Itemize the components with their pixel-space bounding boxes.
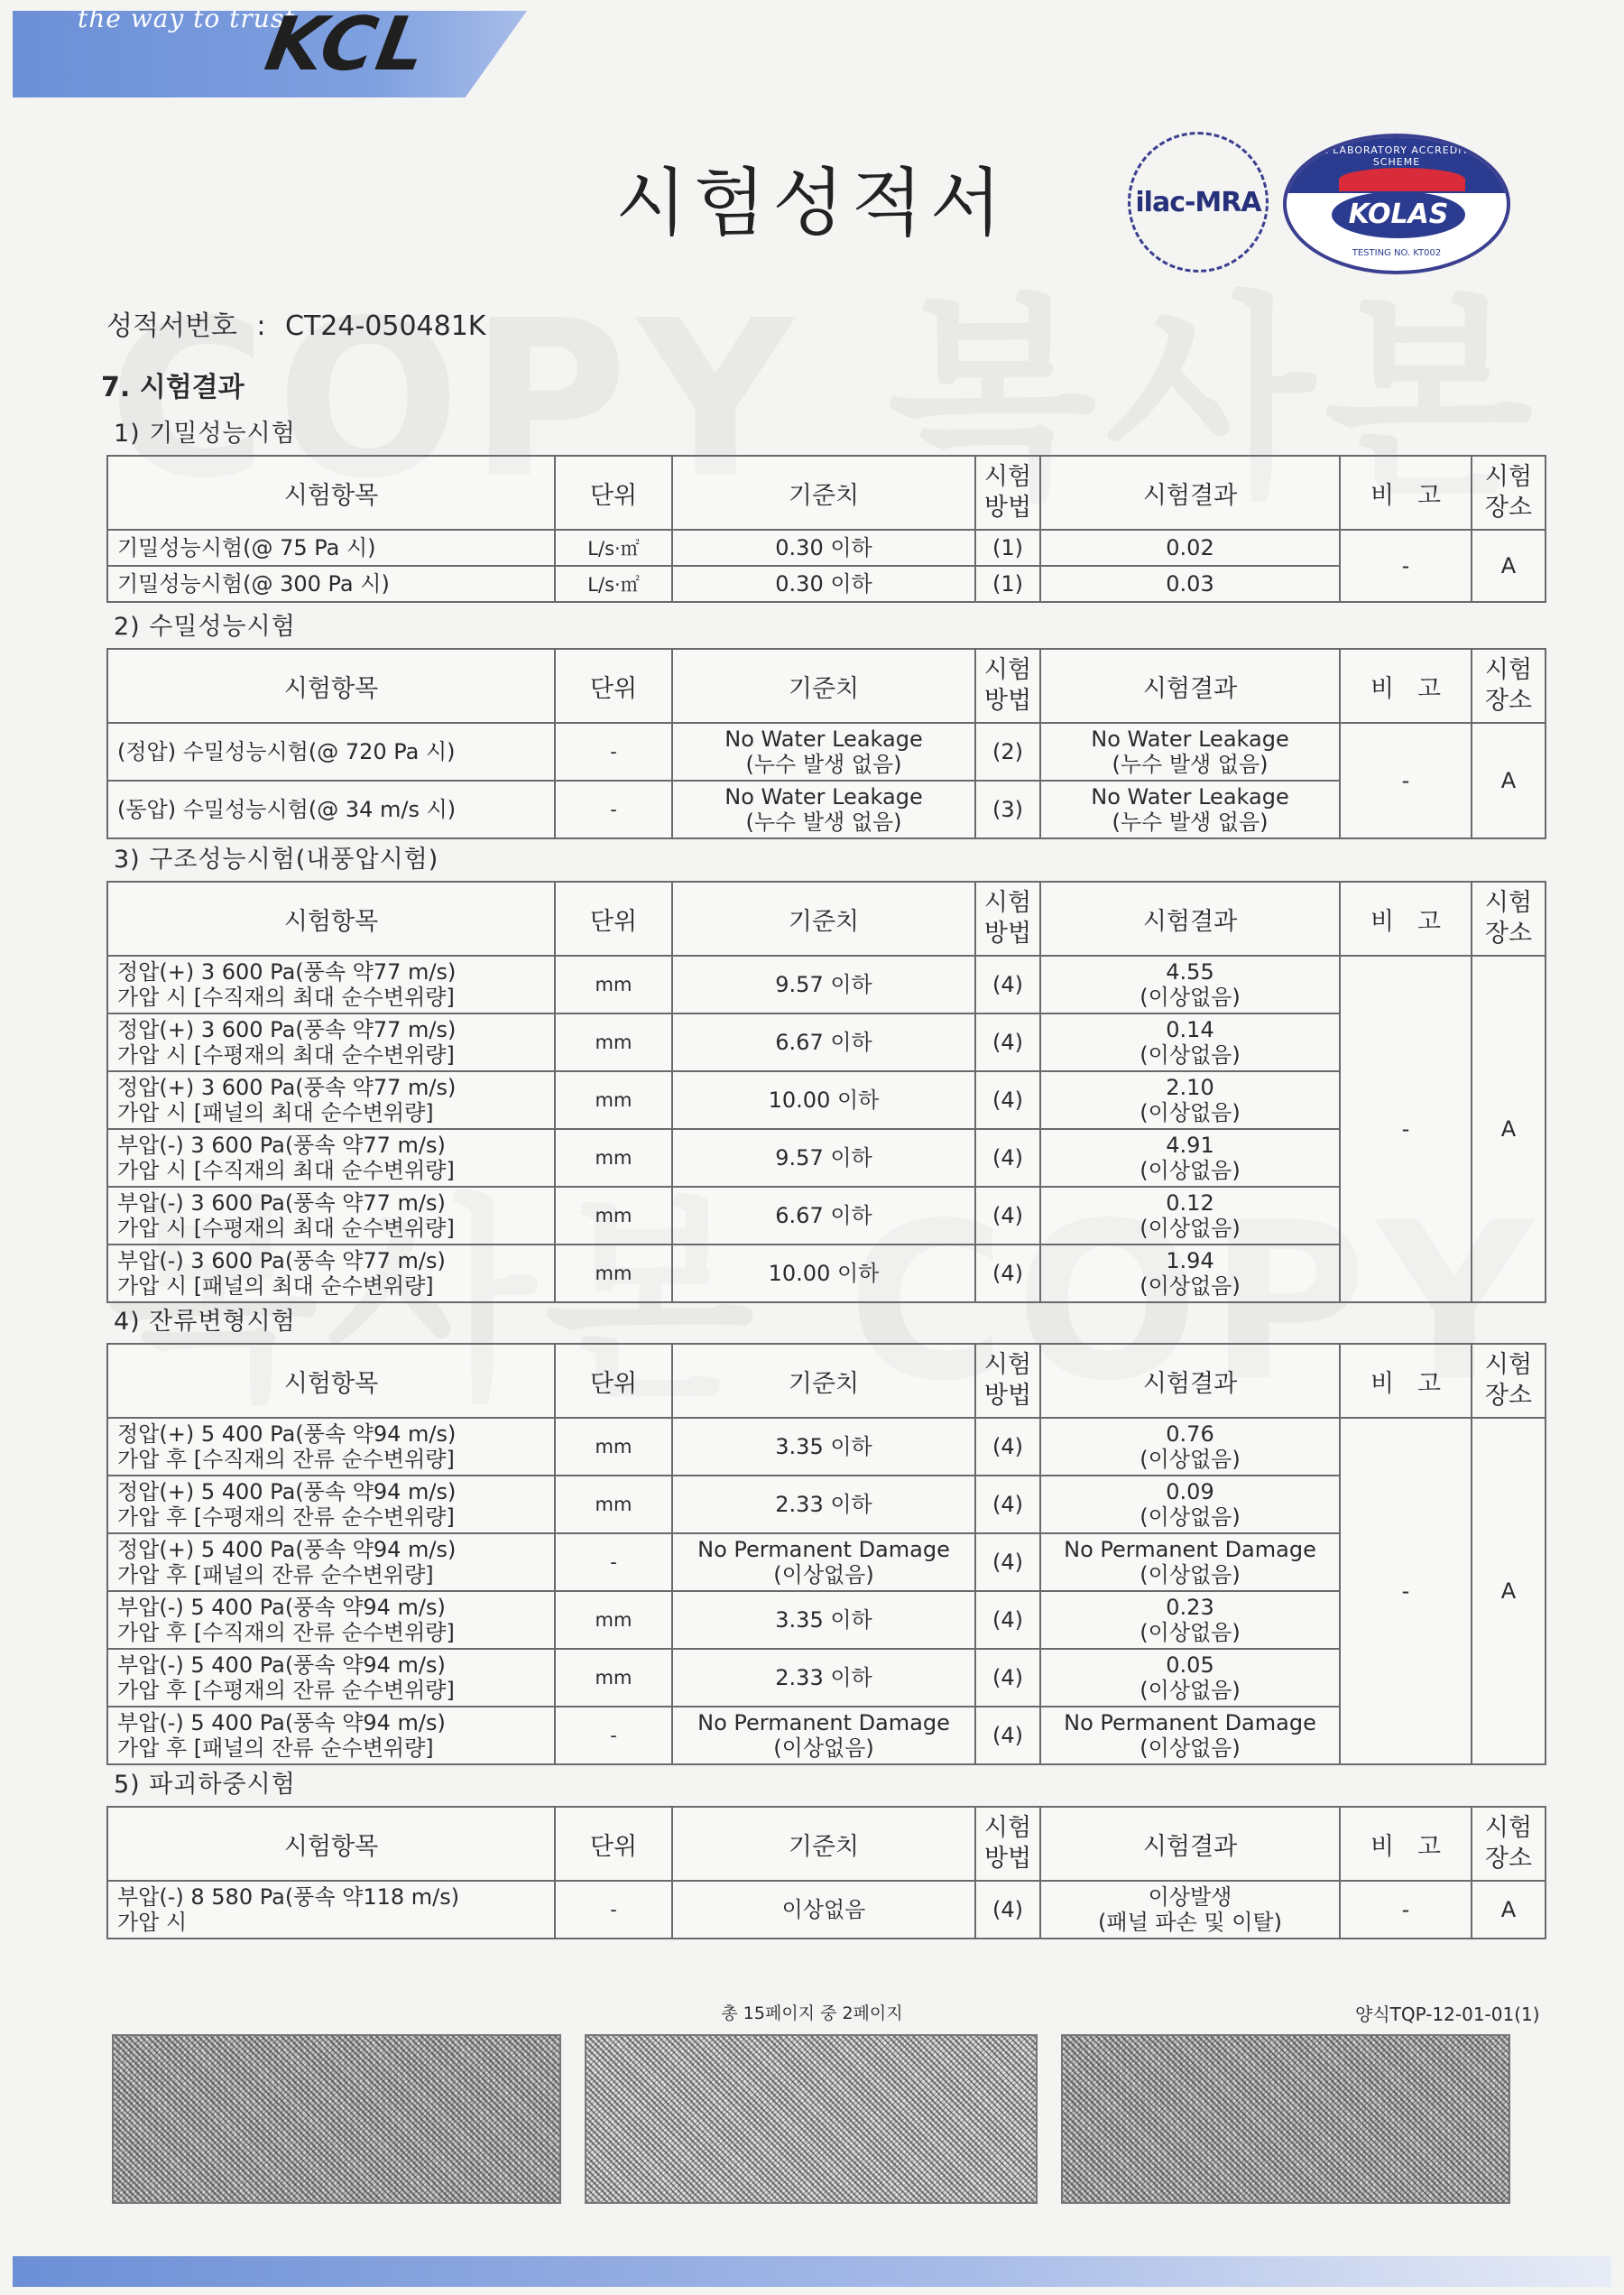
result-cell	[1040, 566, 1340, 602]
result-cell	[1040, 1533, 1340, 1591]
unit-cell: -	[555, 723, 672, 781]
result-cell	[1040, 956, 1340, 1013]
header-line: 시험	[1484, 656, 1533, 684]
header-result: 시험결과	[1040, 649, 1340, 723]
header-line: 장소	[1484, 494, 1533, 522]
standard-cell	[672, 1649, 975, 1707]
results-table	[106, 648, 1546, 839]
cell-line: 부압(-) 5 400 Pa(풍속 약94 m/s)	[117, 1710, 446, 1735]
standard-cell	[672, 1129, 975, 1187]
cell-line: 0.02	[1166, 535, 1214, 560]
header-line: 시험	[983, 889, 1032, 917]
unit-cell: mm	[555, 1649, 672, 1707]
test-item	[107, 723, 555, 781]
cell-line: 기밀성능시험(@ 75 Pa 시)	[117, 535, 376, 560]
table-header-row	[107, 1344, 1546, 1418]
method-cell: (1)	[975, 530, 1040, 566]
cell-line: (이상없음)	[1140, 1620, 1241, 1645]
cell-line: 정압(+) 3 600 Pa(풍속 약77 m/s)	[117, 959, 457, 985]
kolas-word: KOLAS	[1332, 191, 1465, 238]
method-cell: (1)	[975, 566, 1040, 602]
unit-cell: L/s·㎡	[555, 566, 672, 602]
header-remark: 비 고	[1340, 456, 1472, 530]
table-row	[107, 1013, 1546, 1071]
header-item: 시험항목	[107, 1807, 555, 1881]
method-cell: (4)	[975, 1245, 1040, 1302]
header-standard: 기준치	[672, 649, 975, 723]
header-line: 방법	[983, 494, 1032, 522]
standard-cell	[672, 1245, 975, 1302]
header-method	[975, 456, 1040, 530]
table-header-row	[107, 1807, 1546, 1881]
table-header-row	[107, 456, 1546, 530]
result-cell	[1040, 781, 1340, 838]
header-line: 시험	[983, 463, 1032, 491]
cell-line: 9.57 이하	[775, 1145, 872, 1171]
test-item	[107, 530, 555, 566]
cell-line: 가압 시 [수직재의 최대 순수변위량]	[117, 985, 455, 1010]
cell-line: No Water Leakage	[724, 784, 923, 810]
table-row	[107, 1881, 1546, 1939]
subsection-title: 3) 구조성능시험(내풍압시험)	[114, 846, 439, 874]
header-line: 장소	[1484, 687, 1533, 715]
cell-line: 9.57 이하	[775, 972, 872, 997]
standard-cell	[672, 1881, 975, 1939]
remark-cell: -	[1340, 1418, 1472, 1764]
table-header-row	[107, 649, 1546, 723]
table-row	[107, 1418, 1546, 1476]
header-item: 시험항목	[107, 456, 555, 530]
test-item	[107, 1418, 555, 1476]
cell-line: No Permanent Damage	[697, 1710, 950, 1735]
header-method	[975, 1807, 1040, 1881]
report-number-label: 성적서번호	[106, 310, 237, 342]
cell-line: (이상없음)	[1140, 1735, 1241, 1761]
header-unit: 단위	[555, 456, 672, 530]
header-place	[1472, 456, 1546, 530]
header-remark: 비 고	[1340, 882, 1472, 956]
header-line: 방법	[983, 1382, 1032, 1410]
unit-cell: mm	[555, 1245, 672, 1302]
remark-cell: -	[1340, 1881, 1472, 1939]
header-unit: 단위	[555, 882, 672, 956]
method-cell: (4)	[975, 1707, 1040, 1764]
result-cell	[1040, 723, 1340, 781]
cell-line: 정압(+) 5 400 Pa(풍속 약94 m/s)	[117, 1537, 457, 1562]
remark-cell: -	[1340, 956, 1472, 1302]
ilac-mra-seal	[1128, 132, 1269, 273]
cell-line: No Permanent Damage	[697, 1537, 950, 1562]
test-item	[107, 1649, 555, 1707]
header-unit: 단위	[555, 1344, 672, 1418]
cell-line: (누수 발생 없음)	[1112, 752, 1269, 777]
test-item	[107, 1013, 555, 1071]
header-standard: 기준치	[672, 882, 975, 956]
cell-line: (이상없음)	[1140, 1042, 1241, 1068]
kolas-ring-text: KOREA LABORATORY ACCREDITATION SCHEME	[1290, 144, 1503, 168]
header-item: 시험항목	[107, 882, 555, 956]
ilac-mra-text: ilac-MRA	[1135, 186, 1261, 218]
table-row	[107, 1707, 1546, 1764]
cell-line: 1.94	[1166, 1248, 1214, 1273]
cell-line: (정압) 수밀성능시험(@ 720 Pa 시)	[117, 739, 456, 764]
cell-line: 정압(+) 5 400 Pa(풍속 약94 m/s)	[117, 1421, 457, 1447]
security-code-2	[585, 2034, 1038, 2204]
result-cell	[1040, 1418, 1340, 1476]
results-table	[106, 1806, 1546, 1939]
unit-cell: -	[555, 781, 672, 838]
test-item	[107, 566, 555, 602]
unit-cell: mm	[555, 1591, 672, 1649]
header-result: 시험결과	[1040, 1807, 1340, 1881]
header-method	[975, 1344, 1040, 1418]
header-remark: 비 고	[1340, 1807, 1472, 1881]
method-cell: (4)	[975, 1187, 1040, 1245]
header-item: 시험항목	[107, 649, 555, 723]
footer-bar	[13, 2256, 1611, 2287]
header-line: 시험	[1484, 889, 1533, 917]
standard-cell	[672, 781, 975, 838]
table-row	[107, 781, 1546, 838]
cell-line: No Water Leakage	[1091, 726, 1289, 752]
cell-line: (이상없음)	[1140, 1158, 1241, 1183]
section-title: 7. 시험결과	[101, 372, 245, 403]
cell-line: 4.91	[1166, 1133, 1214, 1158]
cell-line: 6.67 이하	[775, 1030, 872, 1055]
cell-line: 6.67 이하	[775, 1203, 872, 1228]
result-cell	[1040, 530, 1340, 566]
result-cell	[1040, 1071, 1340, 1129]
header-method	[975, 882, 1040, 956]
header-place	[1472, 882, 1546, 956]
standard-cell	[672, 1071, 975, 1129]
cell-line: 0.03	[1166, 571, 1214, 597]
header-place	[1472, 1807, 1546, 1881]
banner-tagline: the way to trust	[78, 4, 296, 33]
standard-cell	[672, 723, 975, 781]
subsection-title: 1) 기밀성능시험	[114, 420, 296, 448]
table-row	[107, 1591, 1546, 1649]
results-table	[106, 455, 1546, 603]
standard-cell	[672, 1707, 975, 1764]
place-cell: A	[1472, 723, 1546, 838]
method-cell: (4)	[975, 1129, 1040, 1187]
place-cell: A	[1472, 1881, 1546, 1939]
cell-line: (이상없음)	[1140, 1562, 1241, 1587]
table-header-row	[107, 882, 1546, 956]
security-code-1	[112, 2034, 561, 2204]
kolas-seal	[1283, 134, 1510, 274]
standard-cell	[672, 1476, 975, 1533]
header-remark: 비 고	[1340, 649, 1472, 723]
unit-cell: -	[555, 1707, 672, 1764]
header-unit: 단위	[555, 649, 672, 723]
test-item	[107, 1245, 555, 1302]
table-row	[107, 1187, 1546, 1245]
header-line: 방법	[983, 920, 1032, 948]
place-cell: A	[1472, 956, 1546, 1302]
unit-cell: mm	[555, 1476, 672, 1533]
cell-line: 0.30 이하	[775, 535, 872, 560]
result-cell	[1040, 1245, 1340, 1302]
place-cell: A	[1472, 530, 1546, 602]
test-item	[107, 1591, 555, 1649]
cell-line: 2.33 이하	[775, 1492, 872, 1517]
kolas-testing-no: TESTING NO. KT002	[1352, 248, 1442, 258]
cell-line: (누수 발생 없음)	[745, 752, 902, 777]
result-cell	[1040, 1881, 1340, 1939]
header-result: 시험결과	[1040, 882, 1340, 956]
method-cell: (4)	[975, 1071, 1040, 1129]
test-item	[107, 1707, 555, 1764]
header-line: 시험	[1484, 1351, 1533, 1379]
method-cell: (4)	[975, 1881, 1040, 1939]
table-row	[107, 1649, 1546, 1707]
method-cell: (4)	[975, 1533, 1040, 1591]
header-method	[975, 649, 1040, 723]
result-cell	[1040, 1129, 1340, 1187]
report-number-line	[106, 303, 485, 343]
unit-cell: mm	[555, 1187, 672, 1245]
cell-line: 부압(-) 3 600 Pa(풍속 약77 m/s)	[117, 1248, 446, 1273]
unit-cell: L/s·㎡	[555, 530, 672, 566]
cell-line: 가압 시 [수평재의 최대 순수변위량]	[117, 1042, 455, 1068]
cell-line: (누수 발생 없음)	[745, 810, 902, 835]
cell-line: 가압 후 [패널의 잔류 순수변위량]	[117, 1735, 434, 1761]
cell-line: (이상없음)	[773, 1735, 874, 1761]
header-unit: 단위	[555, 1807, 672, 1881]
header-line: 시험	[1484, 1814, 1533, 1842]
cell-line: 이상발생	[1148, 1884, 1232, 1910]
remark-cell: -	[1340, 530, 1472, 602]
test-item	[107, 1533, 555, 1591]
standard-cell	[672, 1533, 975, 1591]
unit-cell: -	[555, 1533, 672, 1591]
cell-line: 0.14	[1166, 1017, 1214, 1042]
result-cell	[1040, 1476, 1340, 1533]
table-row	[107, 1129, 1546, 1187]
cell-line: 가압 시 [수평재의 최대 순수변위량]	[117, 1216, 455, 1241]
test-item	[107, 1476, 555, 1533]
header-place	[1472, 649, 1546, 723]
cell-line: 가압 후 [수직재의 잔류 순수변위량]	[117, 1620, 455, 1645]
header-item: 시험항목	[107, 1344, 555, 1418]
result-cell	[1040, 1591, 1340, 1649]
header-standard: 기준치	[672, 1807, 975, 1881]
cell-line: (이상없음)	[1140, 1216, 1241, 1241]
method-cell: (4)	[975, 1418, 1040, 1476]
cell-line: 0.05	[1166, 1652, 1214, 1678]
header-standard: 기준치	[672, 1344, 975, 1418]
kolas-red-arc	[1339, 168, 1465, 191]
table-row	[107, 1245, 1546, 1302]
cell-line: (이상없음)	[773, 1562, 874, 1587]
header-line: 방법	[983, 1845, 1032, 1873]
document-title: 시험성적서	[614, 161, 1010, 246]
results-table	[106, 881, 1546, 1303]
table-row	[107, 723, 1546, 781]
cell-line: 부압(-) 5 400 Pa(풍속 약94 m/s)	[117, 1595, 446, 1620]
test-item	[107, 956, 555, 1013]
standard-cell	[672, 1418, 975, 1476]
subsection-title: 5) 파괴하중시험	[114, 1771, 296, 1799]
cell-line: No Water Leakage	[724, 726, 923, 752]
cell-line: 0.30 이하	[775, 571, 872, 597]
unit-cell: mm	[555, 1418, 672, 1476]
results-table	[106, 1343, 1546, 1765]
cell-line: 0.12	[1166, 1190, 1214, 1216]
kcl-logo: KCL	[259, 2, 435, 88]
unit-cell: mm	[555, 956, 672, 1013]
unit-cell: -	[555, 1881, 672, 1939]
cell-line: 가압 후 [수평재의 잔류 순수변위량]	[117, 1504, 455, 1530]
cell-line: 2.10	[1166, 1075, 1214, 1100]
cell-line: 10.00 이하	[768, 1087, 880, 1113]
header-remark: 비 고	[1340, 1344, 1472, 1418]
method-cell: (4)	[975, 956, 1040, 1013]
table-row	[107, 1476, 1546, 1533]
header-result: 시험결과	[1040, 1344, 1340, 1418]
cell-line: 기밀성능시험(@ 300 Pa 시)	[117, 571, 390, 597]
report-number: CT24-050481K	[285, 310, 486, 342]
cell-line: 이상없음	[781, 1897, 866, 1922]
cell-line: No Permanent Damage	[1064, 1537, 1316, 1562]
cell-line: 부압(-) 3 600 Pa(풍속 약77 m/s)	[117, 1190, 446, 1216]
standard-cell	[672, 1187, 975, 1245]
cell-line: (이상없음)	[1140, 1678, 1241, 1703]
cell-line: 가압 시 [패널의 최대 순수변위량]	[117, 1273, 434, 1299]
header-line: 시험	[983, 1351, 1032, 1379]
standard-cell	[672, 956, 975, 1013]
test-item	[107, 1129, 555, 1187]
method-cell: (3)	[975, 781, 1040, 838]
method-cell: (4)	[975, 1476, 1040, 1533]
result-cell	[1040, 1707, 1340, 1764]
subsection-title: 4) 잔류변형시험	[114, 1308, 296, 1336]
result-cell	[1040, 1013, 1340, 1071]
cell-line: 부압(-) 8 580 Pa(풍속 약118 m/s)	[117, 1884, 460, 1910]
header-line: 시험	[1484, 463, 1533, 491]
cell-line: (이상없음)	[1140, 1100, 1241, 1125]
cell-line: 3.35 이하	[775, 1434, 872, 1459]
result-cell	[1040, 1649, 1340, 1707]
header-place	[1472, 1344, 1546, 1418]
table-row	[107, 530, 1546, 566]
cell-line: 0.76	[1166, 1421, 1214, 1447]
report-number-sep: :	[256, 310, 266, 342]
cell-line: 부압(-) 3 600 Pa(풍속 약77 m/s)	[117, 1133, 446, 1158]
form-number: 양식TQP-12-01-01(1)	[1355, 2003, 1540, 2025]
standard-cell	[672, 530, 975, 566]
cell-line: 10.00 이하	[768, 1261, 880, 1286]
table-row	[107, 956, 1546, 1013]
cell-line: 0.09	[1166, 1479, 1214, 1504]
method-cell: (4)	[975, 1013, 1040, 1071]
cell-line: 4.55	[1166, 959, 1214, 985]
subsection-title: 2) 수밀성능시험	[114, 613, 296, 641]
cell-line: 3.35 이하	[775, 1607, 872, 1633]
cell-line: 가압 후 [수직재의 잔류 순수변위량]	[117, 1447, 455, 1472]
standard-cell	[672, 1013, 975, 1071]
test-item	[107, 1881, 555, 1939]
cell-line: 0.23	[1166, 1595, 1214, 1620]
result-cell	[1040, 1187, 1340, 1245]
cell-line: 정압(+) 5 400 Pa(풍속 약94 m/s)	[117, 1479, 457, 1504]
cell-line: 정압(+) 3 600 Pa(풍속 약77 m/s)	[117, 1017, 457, 1042]
header-line: 장소	[1484, 920, 1533, 948]
cell-line: 정압(+) 3 600 Pa(풍속 약77 m/s)	[117, 1075, 457, 1100]
unit-cell: mm	[555, 1071, 672, 1129]
unit-cell: mm	[555, 1129, 672, 1187]
cell-line: (이상없음)	[1140, 1447, 1241, 1472]
header-line: 방법	[983, 687, 1032, 715]
table-row	[107, 1533, 1546, 1591]
header-line: 시험	[983, 656, 1032, 684]
unit-cell: mm	[555, 1013, 672, 1071]
method-cell: (4)	[975, 1591, 1040, 1649]
header-line: 시험	[983, 1814, 1032, 1842]
test-item	[107, 1187, 555, 1245]
cell-line: (동압) 수밀성능시험(@ 34 m/s 시)	[117, 797, 457, 822]
standard-cell	[672, 566, 975, 602]
test-item	[107, 781, 555, 838]
cell-line: 가압 시	[117, 1910, 188, 1935]
cell-line: 가압 후 [수평재의 잔류 순수변위량]	[117, 1678, 455, 1703]
page-count: 총 15페이지 중 2페이지	[721, 2003, 903, 2023]
remark-cell: -	[1340, 723, 1472, 838]
cell-line: No Permanent Damage	[1064, 1710, 1316, 1735]
place-cell: A	[1472, 1418, 1546, 1764]
header-line: 장소	[1484, 1382, 1533, 1410]
test-item	[107, 1071, 555, 1129]
header-standard: 기준치	[672, 456, 975, 530]
security-code-3	[1061, 2034, 1510, 2204]
standard-cell	[672, 1591, 975, 1649]
cell-line: (누수 발생 없음)	[1112, 810, 1269, 835]
cell-line: 가압 시 [패널의 최대 순수변위량]	[117, 1100, 434, 1125]
cell-line: (이상없음)	[1140, 985, 1241, 1010]
cell-line: No Water Leakage	[1091, 784, 1289, 810]
cell-line: (이상없음)	[1140, 1273, 1241, 1299]
header-line: 장소	[1484, 1845, 1533, 1873]
cell-line: 가압 후 [패널의 잔류 순수변위량]	[117, 1562, 434, 1587]
cell-line: (이상없음)	[1140, 1504, 1241, 1530]
cell-line: 가압 시 [수직재의 최대 순수변위량]	[117, 1158, 455, 1183]
cell-line: (패널 파손 및 이탈)	[1098, 1910, 1282, 1935]
method-cell: (2)	[975, 723, 1040, 781]
cell-line: 부압(-) 5 400 Pa(풍속 약94 m/s)	[117, 1652, 446, 1678]
cell-line: 2.33 이하	[775, 1665, 872, 1690]
table-row	[107, 1071, 1546, 1129]
header-result: 시험결과	[1040, 456, 1340, 530]
method-cell: (4)	[975, 1649, 1040, 1707]
table-row	[107, 566, 1546, 602]
